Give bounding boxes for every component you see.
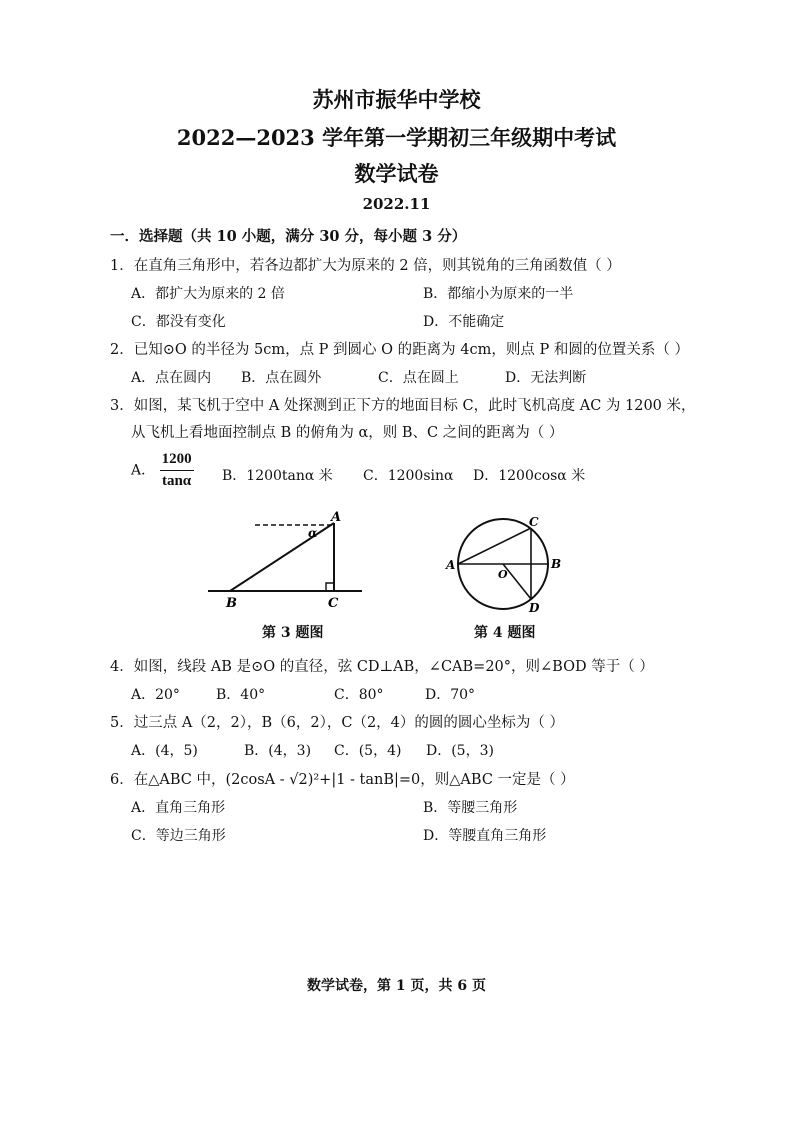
page-footer: 数学试卷，第 1 页，共 6 页 [307, 978, 486, 994]
figure-4-circle [443, 510, 563, 615]
question-6-option-b: B．等腰三角形 [423, 800, 518, 816]
question-4-option-c: C．80° [334, 687, 384, 703]
question-1-stem: 1．在直角三角形中，若各边都扩大为原来的 2 倍，则其锐角的三角函数值（ ） [110, 258, 621, 274]
question-3-stem-line2: 从飞机上看地面控制点 B 的俯角为 α，则 B、C 之间的距离为（ ） [131, 425, 564, 441]
section-title: 一．选择题（共 10 小题，满分 30 分，每小题 3 分） [110, 228, 467, 245]
label-a: A [331, 510, 342, 525]
question-4-option-b: B．40° [216, 687, 266, 703]
question-3-option-a [131, 451, 194, 490]
label-o: O [498, 568, 508, 581]
question-6-stem: 6．在△ABC 中，(2cosA - √2)²+|1 - tanB|=0，则△ABC 一定是（ ） [110, 772, 575, 788]
fraction-numerator: 1200 [160, 451, 194, 471]
exam-date: 2022.11 [362, 195, 431, 213]
label-d: D [529, 601, 540, 615]
question-3-option-d: D．1200cosα 米 [473, 468, 586, 484]
subject-title: 数学试卷 [354, 161, 439, 186]
figure-3-triangle [200, 505, 370, 615]
question-4-option-a: A．20° [131, 687, 180, 703]
question-3-option-b: B．1200tanα 米 [222, 468, 333, 484]
side-ab [230, 523, 334, 591]
question-1-option-a: A．都扩大为原来的 2 倍 [131, 286, 285, 302]
label-c: C [529, 515, 539, 529]
question-5-option-b: B．(4，3) [244, 743, 312, 759]
question-4-option-d: D．70° [425, 687, 476, 703]
question-1-option-b: B．都缩小为原来的一半 [423, 286, 574, 302]
school-name: 苏州市振华中学校 [312, 87, 481, 112]
question-4-stem: 4．如图，线段 AB 是⊙O 的直径，弦 CD⊥AB，∠CAB=20°，则∠BOD 等于（ ） [110, 659, 654, 675]
question-6-option-c: C．等边三角形 [131, 828, 226, 844]
question-2-option-d: D．无法判断 [505, 370, 587, 386]
question-1-option-d: D．不能确定 [423, 314, 505, 330]
question-5-option-c: C．(5，4) [334, 743, 402, 759]
question-2-stem: 2．已知⊙O 的半径为 5cm，点 P 到圆心 O 的距离为 4cm，则点 P 和圆的位置关系（ ） [110, 342, 689, 358]
question-5-stem: 5．过三点 A（2，2），B（6，2），C（2，4）的圆的圆心坐标为（ ） [110, 715, 565, 731]
question-3-stem-line1: 3．如图，某飞机于空中 A 处探测到正下方的地面目标 C，此时飞机高度 AC 为 1200 米， [110, 398, 696, 414]
question-5-option-d: D．(5，3) [426, 743, 494, 759]
label-alpha: α [308, 526, 318, 540]
question-6-option-a: A．直角三角形 [131, 800, 226, 816]
fraction-denominator: tanα [161, 473, 192, 489]
label-b: B [226, 596, 237, 611]
label-b: B [551, 557, 562, 571]
label-a: A [446, 558, 456, 572]
question-1-option-c: C．都没有变化 [131, 314, 226, 330]
question-2-option-c: C．点在圆上 [378, 370, 459, 386]
question-5-option-a: A．(4，5) [131, 743, 198, 759]
question-2-option-a: A．点在圆内 [131, 370, 212, 386]
exam-title: 2022—2023 学年第一学期初三年级期中考试 [176, 125, 617, 150]
figure-3-caption: 第 3 题图 [262, 625, 324, 641]
fraction [160, 451, 194, 490]
question-2-option-b: B．点在圆外 [241, 370, 322, 386]
figure-4-caption: 第 4 题图 [474, 625, 536, 641]
option-a-prefix: A． [131, 462, 156, 479]
question-3-option-c: C．1200sinα [363, 468, 454, 484]
label-c: C [328, 596, 339, 611]
right-angle-mark [326, 583, 334, 591]
question-6-option-d: D．等腰直角三角形 [423, 828, 547, 844]
